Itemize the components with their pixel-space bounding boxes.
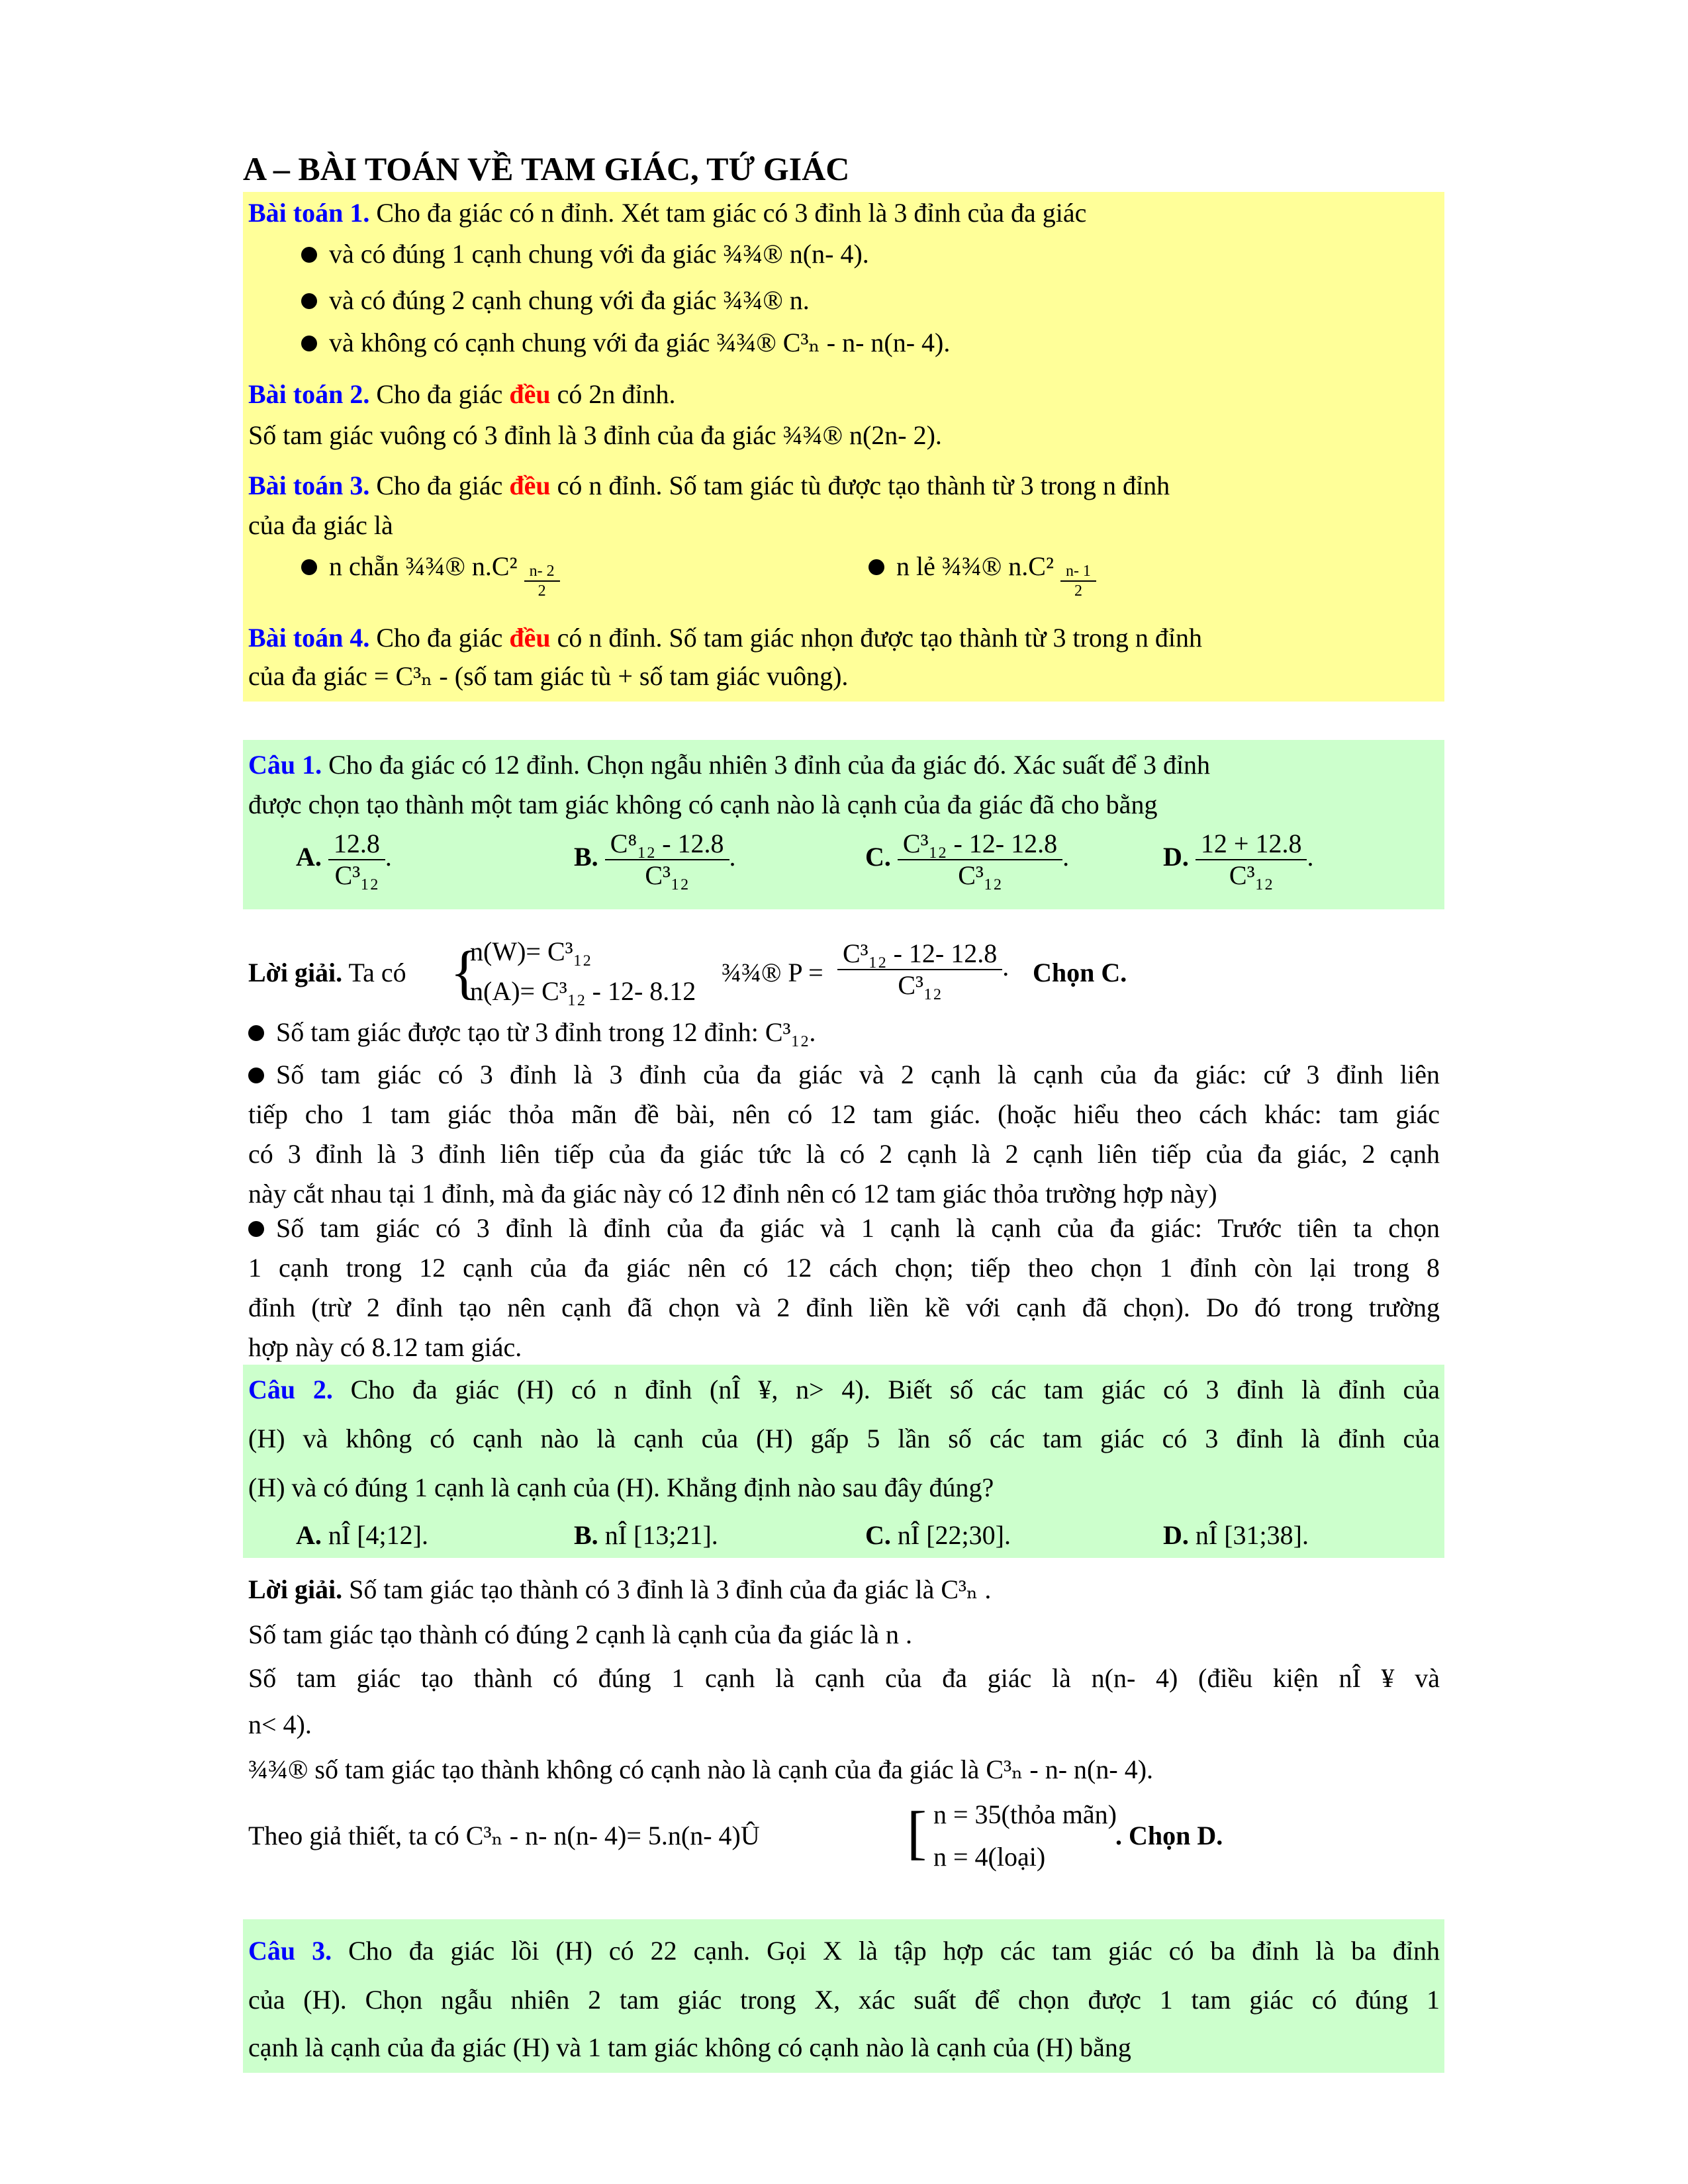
- bt3-even: [301, 547, 560, 600]
- bullet-icon: [248, 1068, 264, 1083]
- bt3-even-text: n chẵn ¾¾® n.C²: [329, 551, 518, 581]
- bt3-deu: đều: [509, 471, 551, 500]
- cau1-point-1: Số tam giác được tạo từ 3 đỉnh trong 12 đỉnh: C³₁₂.: [248, 1013, 816, 1052]
- bt4-text-1: Cho đa giác: [376, 623, 503, 653]
- theory-box: [243, 192, 1444, 702]
- cau1-l1: Cho đa giác có 12 đỉnh. Chọn ngẫu nhiên 3 đỉnh của đa giác đó. Xác suất để 3 đỉnh: [328, 750, 1211, 780]
- bt1-bullet-3: [301, 323, 950, 363]
- cau1-sys-1: n(W)= C³₁₂: [470, 936, 592, 966]
- bt3-odd: [868, 547, 1096, 600]
- bt1-b1-text: và có đúng 1 cạnh chung với đa giác ¾¾® n(n- 4).: [329, 239, 869, 269]
- cau1-chon: Chọn C.: [1033, 958, 1127, 987]
- cau1-box: [243, 740, 1444, 909]
- bt2-text-1: Cho đa giác: [376, 379, 503, 409]
- bt3-text-1: Cho đa giác: [376, 471, 503, 500]
- cau1-line-1: [248, 745, 1210, 785]
- cau2-option-c[interactable]: C. nÎ [22;30].: [865, 1520, 1011, 1550]
- bt4-text-2: có n đỉnh. Số tam giác nhọn được tạo thành từ 3 trong n đỉnh: [557, 623, 1203, 653]
- cau1-p-frac: $\frac{\text{C³₁₂ - 12- 12.8}}{\text{C³₁₂}}$: [837, 938, 1002, 1001]
- cau1-point-3: Số tam giác có 3 đỉnh là đỉnh của đa giác và 1 cạnh là cạnh của đa giác: Trước tiên ta chọn 1 cạnh trong 12 cạnh của đa giác nên có 12 cách chọn; tiếp theo chọn 1 đỉnh còn lại trong 8 đỉnh (trừ 2 đỉnh tạo nên cạnh đã chọn và 2 đỉnh liền kề với cạnh đã chọn). Do đó trong trường hợp này có 8.12 tam giác.: [248, 1213, 1440, 1362]
- cau1-option-c[interactable]: C. $\frac{\text{C³₁₂ - 12- 12.8}}{\text{C³₁₂}}$ .: [865, 829, 1070, 890]
- bt1-bullet-2: [301, 281, 810, 320]
- bullet-icon: [868, 559, 884, 575]
- bt3-label: Bài toán 3.: [248, 471, 370, 500]
- bt1-line: [248, 193, 1086, 233]
- cau1-option-a[interactable]: A. $\frac{12.8}{\text{C³₁₂}}$ .: [296, 829, 392, 890]
- cau1-point-2: Số tam giác có 3 đỉnh là 3 đỉnh của đa giác và 2 cạnh là cạnh của đa giác: cứ 3 đỉnh liên tiếp cho 1 tam giác thỏa mãn đề bài, nên có 12 tam giác. (hoặc hiểu theo cách khác: tam giác có 3 đỉnh là 3 đỉnh liên tiếp của đa giác tức là có 2 cạnh là 2 cạnh liên tiếp của đa giác, 2 cạnh này cắt nhau tại 1 đỉnh, mà đa giác này có 12 đỉnh nên có 12 tam giác thỏa trường hợp này): [248, 1060, 1440, 1208]
- cau2-sol-4: ¾¾® số tam giác tạo thành không có cạnh nào là cạnh của đa giác là C³ₙ - n- n(n- 4).: [248, 1754, 1154, 1784]
- bt3-odd-sub: $\frac{n- 1}{2}$: [1060, 562, 1096, 600]
- section-title: A – BÀI TOÁN VỀ TAM GIÁC, TỨ GIÁC: [243, 150, 850, 187]
- bt3-line-2: của đa giác là: [248, 510, 393, 540]
- bt1-b3-text: và không có cạnh chung với đa giác ¾¾® C³ₙ - n- n(n- 4).: [329, 328, 951, 357]
- bt3-text-2: có n đỉnh. Số tam giác tù được tạo thành từ 3 trong n đỉnh: [557, 471, 1170, 500]
- bt1-bullet-1: [301, 234, 869, 274]
- cau3-line-2: của (H). Chọn ngẫu nhiên 2 tam giác trong X, xác suất để chọn được 1 tam giác có đúng 1: [248, 1985, 1440, 2015]
- bt2-label: Bài toán 2.: [248, 379, 370, 409]
- cau2-line-2: (H) và không có cạnh nào là cạnh của (H) gấp 5 lần số các tam giác có 3 đỉnh là đỉnh của: [248, 1424, 1440, 1453]
- cau2-sol-2: Số tam giác tạo thành có đúng 2 cạnh là cạnh của đa giác là n .: [248, 1619, 912, 1649]
- cau1-sys-2: n(A)= C³₁₂ - 12- 8.12: [470, 976, 696, 1006]
- left-bracket-icon: [: [907, 1800, 927, 1866]
- bt3-line: [248, 466, 1440, 506]
- bt1-label: Bài toán 1.: [248, 198, 370, 228]
- bt4-line-2: của đa giác = C³ₙ - (số tam giác tù + số tam giác vuông).: [248, 661, 849, 691]
- cau3-line-1: Câu 3. Cho đa giác lồi (H) có 22 cạnh. Gọi X là tập hợp các tam giác có ba đỉnh là ba đỉnh: [248, 1936, 1440, 1966]
- bt4-deu: đều: [509, 623, 551, 653]
- cau2-option-d[interactable]: D. nÎ [31;38].: [1163, 1520, 1309, 1550]
- bt1-b2-text: và có đúng 2 cạnh chung với đa giác ¾¾® n.: [329, 285, 810, 315]
- bt3-odd-text: n lẻ ¾¾® n.C²: [896, 551, 1054, 581]
- cau1-sol-label: Lời giải.: [248, 958, 343, 987]
- left-brace-icon: {: [450, 940, 479, 1005]
- cau2-sol-1: Lời giải. Số tam giác tạo thành có 3 đỉnh là 3 đỉnh của đa giác là C³ₙ .: [248, 1574, 992, 1604]
- cau2-box: [243, 1365, 1444, 1558]
- cau1-option-b[interactable]: B. $\frac{\text{C⁸₁₂ - 12.8}}{\text{C³₁₂}}$ .: [574, 829, 736, 890]
- cau1-sol-ta-co: Ta có: [348, 958, 406, 987]
- bt4-label: Bài toán 4.: [248, 623, 370, 653]
- bullet-icon: [301, 336, 317, 351]
- bullet-icon: [301, 247, 317, 263]
- cau1-label: Câu 1.: [248, 750, 322, 780]
- cau2-sol-3b: n< 4).: [248, 1709, 312, 1739]
- bullet-icon: [248, 1025, 264, 1041]
- bt2-text-2: có 2n đỉnh.: [557, 379, 676, 409]
- cau1-line-2: được chọn tạo thành một tam giác không có cạnh nào là cạnh của đa giác đã cho bằng: [248, 790, 1158, 819]
- bullet-icon: [301, 559, 317, 575]
- bullet-icon: [248, 1221, 264, 1237]
- cau3-line-3: cạnh là cạnh của đa giác (H) và 1 tam giác không có cạnh nào là cạnh của (H) bằng: [248, 2032, 1131, 2062]
- bt3-even-sub: $\frac{n- 2}{2}$: [524, 562, 560, 600]
- cau2-option-a[interactable]: A. nÎ [4;12].: [296, 1520, 428, 1550]
- cau1-arrow-p: ¾¾® P =: [722, 958, 823, 987]
- cau2-line-1: Câu 2. Cho đa giác (H) có n đỉnh (nÎ ¥, n> 4). Biết số các tam giác có 3 đỉnh là đỉnh của: [248, 1375, 1440, 1404]
- cau1-solution-head: Lời giải. Ta có { n(W)= C³₁₂ n(A)= C³₁₂ - 12- 8.12 ¾¾® P = $\frac{\text{C³₁₂ - 12- 12.8}}{\text{C³₁₂}}$ . Chọn C.: [248, 933, 1440, 1013]
- cau1-option-d[interactable]: D. $\frac{12 + 12.8}{\text{C³₁₂}}$ .: [1163, 829, 1314, 890]
- cau2-sol-5: Theo giả thiết, ta có C³ₙ - n- n(n- 4)= 5.n(n- 4)Û [ n = 35(thỏa mãn) n = 4(loại) . Chọn D.: [248, 1794, 1440, 1880]
- bt2-deu: đều: [509, 379, 551, 409]
- bt4-line: [248, 618, 1202, 658]
- bt2-line-2: Số tam giác vuông có 3 đỉnh là 3 đỉnh của đa giác ¾¾® n(2n- 2).: [248, 420, 942, 450]
- cau2-sol-3: Số tam giác tạo thành có đúng 1 cạnh là cạnh của đa giác là n(n- 4) (điều kiện nÎ ¥ và: [248, 1663, 1440, 1693]
- bt1-text: Cho đa giác có n đỉnh. Xét tam giác có 3 đỉnh là 3 đỉnh của đa giác: [376, 198, 1087, 228]
- cau2-option-b[interactable]: B. nÎ [13;21].: [574, 1520, 718, 1550]
- bt2-line: [248, 375, 676, 414]
- bullet-icon: [301, 293, 317, 309]
- cau3-box: [243, 1919, 1444, 2073]
- cau2-line-3: (H) và có đúng 1 cạnh là cạnh của (H). Khẳng định nào sau đây đúng?: [248, 1473, 994, 1502]
